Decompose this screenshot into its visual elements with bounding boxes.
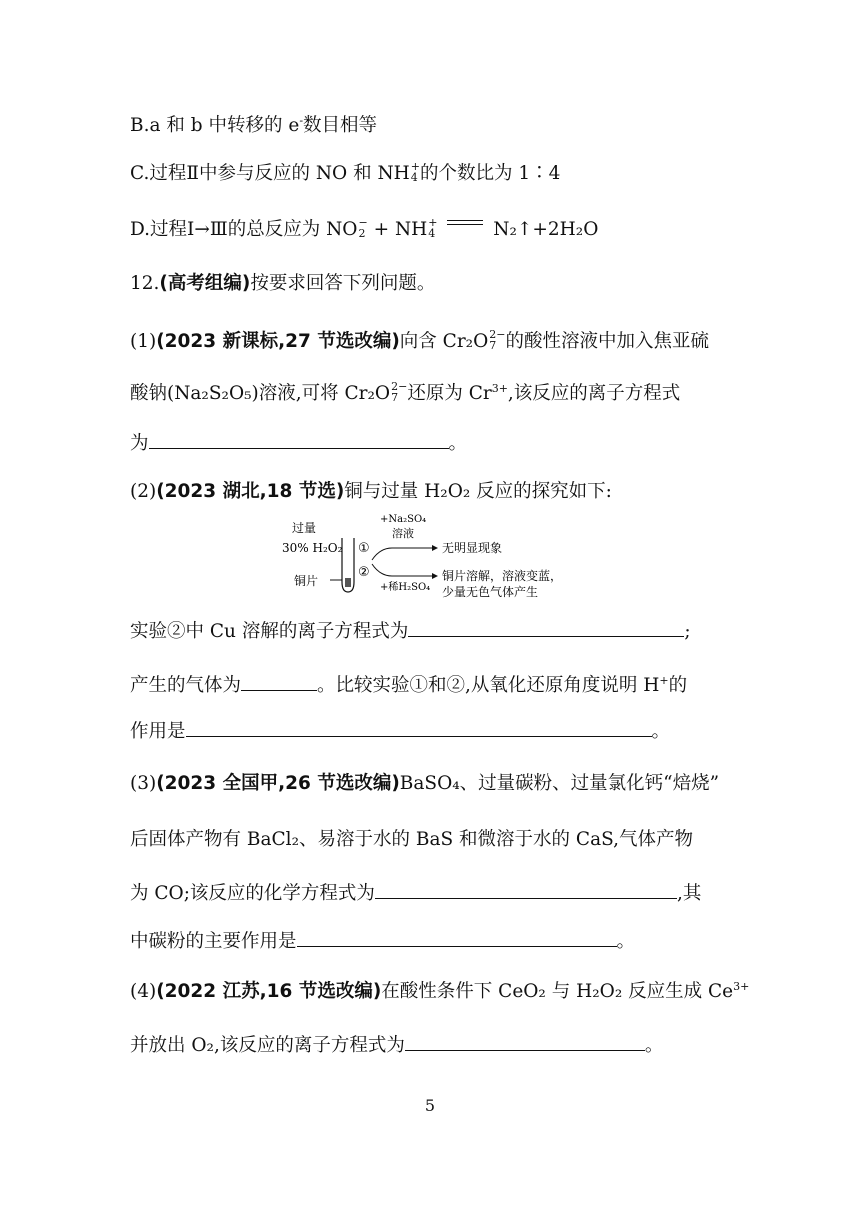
option-b-text: B.a 和 b 中转移的 e <box>130 115 300 136</box>
option-d <box>130 218 598 242</box>
ce-charge: 3+ <box>733 979 750 993</box>
answer-blank-7[interactable] <box>405 1032 645 1051</box>
part-3-line-3 <box>130 880 701 906</box>
part-1-end: 的酸性溶液中加入焦亚硫 <box>505 331 709 352</box>
no2-sup: − <box>358 216 368 229</box>
part-4-tag: (2022 江苏,16 节选改编) <box>156 981 382 1002</box>
arrow-2-head <box>432 573 438 579</box>
cr2o7-sub: 7 <box>489 339 497 352</box>
reagent-top-2: 溶液 <box>392 527 414 540</box>
cr2o7-charge-2 <box>391 381 407 403</box>
part-1-l2-mid: 还原为 Cr <box>407 383 492 404</box>
electron-sup: - <box>299 113 304 127</box>
cr2o7-sub-2: 7 <box>391 391 399 404</box>
part-1-tag: (2023 新课标,27 节选改编) <box>156 331 400 352</box>
part-4-line-2 <box>130 1032 663 1058</box>
part-1-text: 向含 Cr₂O <box>399 331 489 352</box>
part-2-l3-mid: 。比较实验①和②,从氧化还原角度说明 H <box>317 675 660 696</box>
part-2-l4-text: 作用是 <box>130 721 186 742</box>
copper-strip-icon <box>345 578 351 587</box>
label-circle-2: ② <box>358 565 370 580</box>
arrow-1-head <box>432 545 438 551</box>
h-charge: + <box>659 673 669 687</box>
part-3-number: (3) <box>130 773 157 794</box>
equals-sign <box>447 220 483 228</box>
option-c-end: 的个数比为 1∶4 <box>420 163 561 184</box>
result-1: 无明显现象 <box>442 541 503 555</box>
option-d-text: D.过程Ⅰ→Ⅲ的总反应为 NO <box>130 219 358 240</box>
part-3-text: BaSO₄、过量碳粉、过量氯化钙“焙烧” <box>399 773 720 794</box>
cr2o7-charge <box>489 329 505 351</box>
nh4-charge-d <box>428 217 437 239</box>
cr2o7-sup: 2− <box>489 328 506 341</box>
result-2b: 少量无色气体产生 <box>442 585 539 599</box>
part-4-line-1 <box>130 980 749 1004</box>
part-3-l3-text: 为 CO;该反应的化学方程式为 <box>130 883 375 904</box>
label-excess: 过量 <box>292 521 317 535</box>
label-h2o2: 30% H₂O₂ <box>282 541 343 555</box>
option-c-text: C.过程Ⅱ中参与反应的 NO 和 NH <box>130 163 410 184</box>
part-3-l4-end: 。 <box>616 931 636 952</box>
arrow-1-line <box>372 548 432 560</box>
arrow-2-line <box>372 564 432 576</box>
question-tag: (高考组编) <box>159 273 251 294</box>
nh4-sub: 4 <box>410 171 418 184</box>
part-1-line-3 <box>130 430 467 456</box>
page-number: 5 <box>424 1096 436 1115</box>
part-2-l3-text: 产生的气体为 <box>130 675 242 696</box>
answer-blank-2[interactable] <box>408 618 684 637</box>
part-2-line-2 <box>130 618 691 644</box>
answer-blank-4[interactable] <box>186 718 652 737</box>
part-4-l2-text: 并放出 O₂,该反应的离子方程式为 <box>130 1035 405 1056</box>
reagent-bottom: +稀H₂SO₄ <box>380 582 431 593</box>
option-d-mid: + NH <box>373 219 428 240</box>
part-1-l2-end: ,该反应的离子方程式 <box>507 383 681 404</box>
question-12 <box>130 272 435 296</box>
part-1-l2-text: 酸钠(Na₂S₂O₅)溶液,可将 Cr₂O <box>130 383 391 404</box>
question-number: 12. <box>130 273 160 294</box>
cr-charge: 3+ <box>491 381 508 395</box>
answer-blank-6[interactable] <box>297 928 617 947</box>
experiment-diagram <box>280 510 610 602</box>
answer-blank-5[interactable] <box>375 880 677 899</box>
nh4-charge <box>411 161 420 183</box>
label-circle-1: ① <box>358 541 370 556</box>
part-2-l3-end: 的 <box>668 675 688 696</box>
part-1-l3-end: 。 <box>448 433 468 454</box>
nh4-sup-d: + <box>428 216 438 229</box>
part-3-line-1 <box>130 772 719 796</box>
part-4-text: 在酸性条件下 CeO₂ 与 H₂O₂ 反应生成 Ce <box>381 981 734 1002</box>
part-1-number: (1) <box>130 331 157 352</box>
no2-charge <box>358 217 367 239</box>
part-3-l3-end: ,其 <box>676 883 702 904</box>
answer-blank-3[interactable] <box>241 672 317 691</box>
part-2-l4-end: 。 <box>651 721 671 742</box>
nh4-sup: + <box>410 160 420 173</box>
reagent-top: +Na₂SO₄ <box>380 514 427 525</box>
part-2-line-3 <box>130 672 687 698</box>
question-text: 按要求回答下列问题。 <box>250 273 436 294</box>
part-2-l2-text: 实验②中 Cu 溶解的离子方程式为 <box>130 621 409 642</box>
part-4-l2-end: 。 <box>644 1035 664 1056</box>
option-c <box>130 162 560 186</box>
label-copper: 铜片 <box>294 574 319 588</box>
part-1-l3-text: 为 <box>130 433 149 454</box>
nh4-sub-d: 4 <box>428 227 436 240</box>
option-d-end: N₂↑+2H₂O <box>493 219 599 240</box>
part-4-number: (4) <box>130 981 157 1002</box>
no2-sub: 2 <box>358 227 366 240</box>
part-2-number: (2) <box>130 481 157 502</box>
cr2o7-sup-2: 2− <box>391 380 408 393</box>
part-1-line-2 <box>130 382 680 406</box>
result-2a: 铜片溶解，溶液变蓝， <box>442 569 563 583</box>
option-b <box>130 114 377 138</box>
part-3-l2-text: 后固体产物有 BaCl₂、易溶于水的 BaS 和微溶于水的 CaS,气体产物 <box>130 829 694 850</box>
part-2-line-1 <box>130 480 612 504</box>
part-3-l4-text: 中碳粉的主要作用是 <box>130 931 297 952</box>
part-2-l2-end: ; <box>684 621 691 642</box>
part-2-line-4 <box>130 718 670 744</box>
part-2-text: 铜与过量 H₂O₂ 反应的探究如下: <box>344 481 612 502</box>
option-b-end: 数目相等 <box>303 115 378 136</box>
part-2-tag: (2023 湖北,18 节选) <box>156 481 345 502</box>
answer-blank-1[interactable] <box>149 430 449 449</box>
part-3-line-4 <box>130 928 635 954</box>
part-1-line-1 <box>130 330 709 354</box>
part-3-tag: (2023 全国甲,26 节选改编) <box>156 773 400 794</box>
part-3-line-2 <box>130 828 693 852</box>
